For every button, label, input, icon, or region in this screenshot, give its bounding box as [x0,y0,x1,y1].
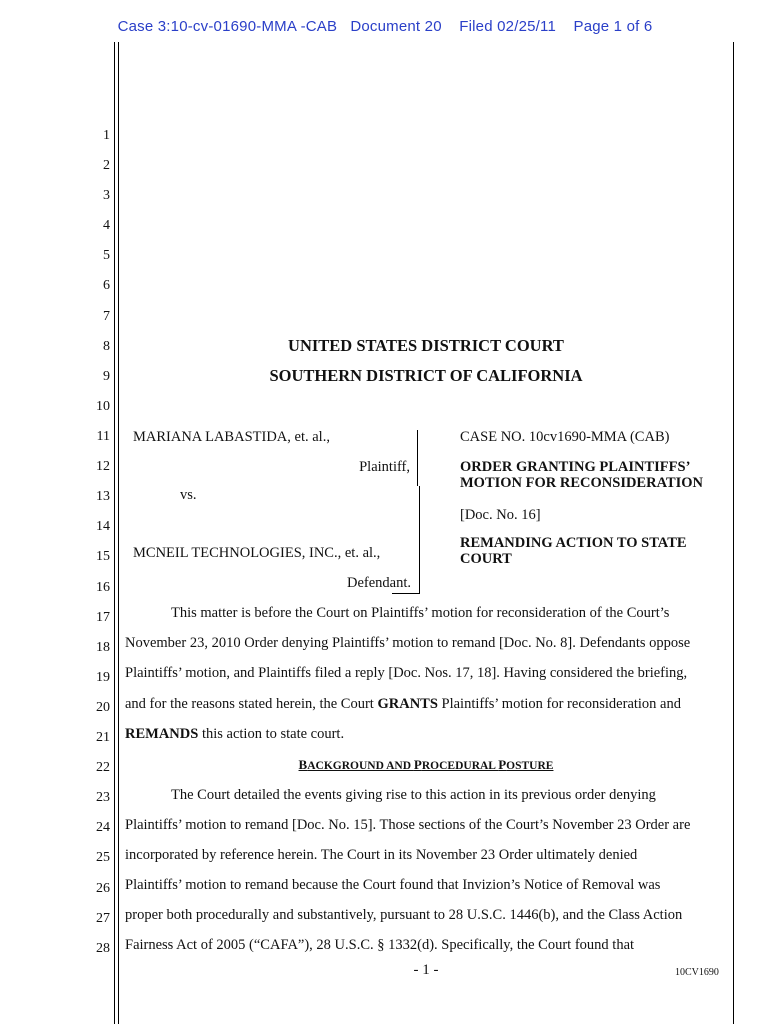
left-margin-rule-inner [118,42,119,1024]
line-number: 5 [103,248,110,263]
caption-divider-lower [419,486,420,594]
body-line [125,725,344,743]
line-number: 18 [96,640,110,655]
plaintiff-name: MARIANA LABASTIDA, et. al., [133,429,330,445]
line-number: 23 [96,790,110,805]
section-heading: BACKGROUND AND PROCEDURAL POSTURE [298,757,554,772]
line-number: 16 [96,580,110,595]
line-number: 15 [96,549,110,564]
caption-divider-upper [417,430,418,486]
filing-header [0,18,770,35]
page-number: - 1 - [413,962,439,978]
line-number: 24 [96,820,110,835]
line-number: 4 [103,218,110,233]
line-number: 11 [96,429,110,444]
court-name: UNITED STATES DISTRICT COURT [288,336,564,355]
line-number: 3 [103,188,110,203]
grants-emphasis: GRANTS [377,696,438,712]
line-number: 13 [96,489,110,504]
body-text: this action to state court. [198,726,345,742]
body-line: proper both procedurally and substantively, pursuant to 28 U.S.C. 1446(b), and the Class Action [125,907,683,923]
line-number: 17 [96,610,110,625]
remands-emphasis: REMANDS [125,726,199,742]
line-number: 14 [96,519,110,534]
line-number: 21 [96,730,110,745]
caption-bottom-rule [392,593,420,594]
left-margin-rule-outer [114,42,115,1024]
body-text: Plaintiffs’ motion for reconsideration and [437,696,681,712]
defendant-role: Defendant. [346,575,411,591]
remand-title-line-2: COURT [460,551,512,567]
line-number: 8 [103,339,110,354]
line-number: 1 [103,128,110,143]
doc-reference: [Doc. No. 16] [460,507,541,523]
case-number: CASE NO. 10cv1690-MMA (CAB) [460,429,670,445]
line-number: 25 [96,850,110,865]
body-line: Plaintiffs’ motion to remand [Doc. No. 15]. Those sections of the Court’s November 23 Order are [125,817,691,833]
line-number: 22 [96,760,110,775]
defendant-name: MCNEIL TECHNOLOGIES, INC., et. al., [133,545,381,561]
order-title-line-1: ORDER GRANTING PLAINTIFFS’ [460,459,691,475]
body-line: The Court detailed the events giving rise to this action in its previous order denying [171,787,656,803]
header-page: Page 1 of 6 [573,18,653,35]
line-number: 6 [103,278,110,293]
body-text: and for the reasons stated herein, the Court [125,696,378,712]
body-line: Plaintiffs’ motion, and Plaintiffs filed a reply [Doc. Nos. 17, 18]. Having considered the briefing, [125,665,688,681]
line-number: 28 [96,941,110,956]
body-line [125,695,681,713]
line-number: 7 [103,309,110,324]
line-number: 26 [96,881,110,896]
header-case-number: Case 3:10-cv-01690-MMA -CAB [117,18,338,35]
line-number: 27 [96,911,110,926]
body-line: Plaintiffs’ motion to remand because the Court found that Invizion’s Notice of Removal was [125,877,661,893]
line-number: 2 [103,158,110,173]
footer-case-ref: 10CV1690 [675,967,719,978]
line-number: 20 [96,700,110,715]
court-district: SOUTHERN DISTRICT OF CALIFORNIA [269,366,583,385]
right-margin-rule [733,42,734,1024]
line-number: 10 [96,399,110,414]
line-number: 19 [96,670,110,685]
body-line: November 23, 2010 Order denying Plaintiffs’ motion to remand [Doc. No. 8]. Defendants oppose [125,635,691,651]
line-number: 12 [96,459,110,474]
remand-title-line-1: REMANDING ACTION TO STATE [460,535,687,551]
header-document: Document 20 [350,18,442,35]
body-line: Fairness Act of 2005 (“CAFA”), 28 U.S.C. § 1332(d). Specifically, the Court found that [125,937,635,953]
body-line: This matter is before the Court on Plaintiffs’ motion for reconsideration of the Court’s [171,605,670,621]
line-number: 9 [103,369,110,384]
order-title-line-2: MOTION FOR RECONSIDERATION [460,475,704,491]
header-filed-date: Filed 02/25/11 [459,18,556,35]
body-line: incorporated by reference herein. The Court in its November 23 Order ultimately denied [125,847,638,863]
plaintiff-role: Plaintiff, [359,459,410,475]
versus: vs. [180,487,197,503]
